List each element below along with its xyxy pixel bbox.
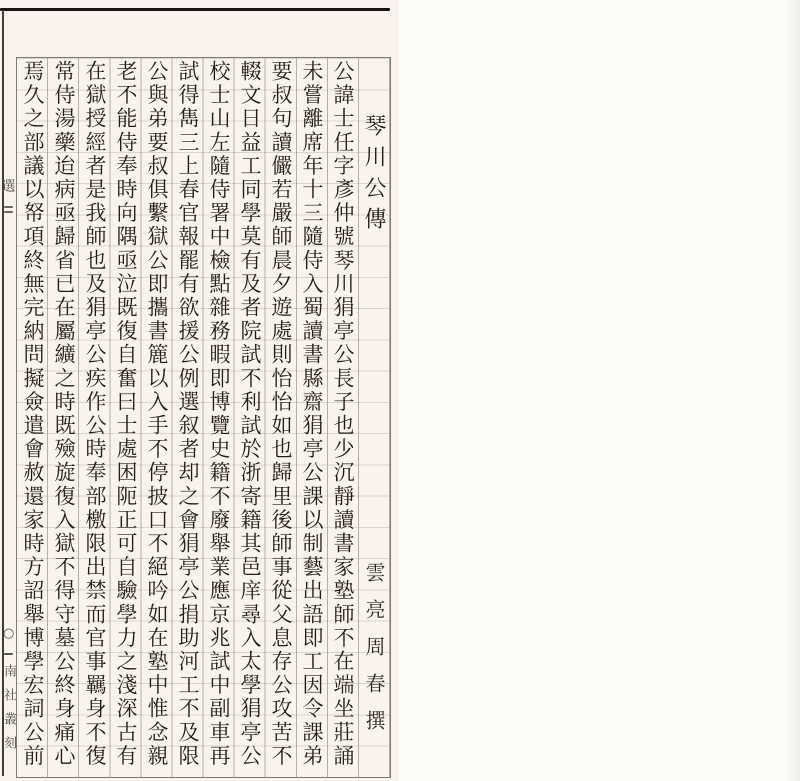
text-column-6: 校士山左隨侍署中檢點雜務暇即博覽史籍不廢舉業應京兆試中副車再 bbox=[207, 60, 231, 768]
text-column-2: 公諱士任字彥仲號琴川狷亭公長子也少沉靜讀書家塾師不在端坐莊誦 bbox=[331, 60, 355, 768]
page-spine-edge-line bbox=[2, 10, 4, 776]
page-top-edge-line bbox=[0, 8, 390, 11]
text-block-grid bbox=[16, 57, 391, 778]
text-column-9: 老不能侍奉時向隅亟泣既復自奮曰士處困阨正可自驗學力之淺深古有 bbox=[114, 60, 138, 768]
text-column-10: 在獄授經者是我師也及狷亭公疾作公時奉部檄限出禁而官事羈身不復 bbox=[83, 60, 107, 768]
text-column-7: 試得雋三上春官報罷有欲援公例選叙者却之會狷亭公捐助河工不及限 bbox=[176, 60, 200, 768]
margin-divider-mark bbox=[1, 203, 16, 213]
text-column-4: 要叔句讀儼若嚴師晨夕遊處則怡怡如也歸里後師事從父息存公攻苦不 bbox=[269, 60, 293, 768]
text-column-8: 公與弟要叔俱繫獄公即攜書簏以入手不停披口不絕吟如在塾中惟念親 bbox=[145, 60, 169, 768]
text-column-3: 未嘗離席年十三隨侍入蜀讀書縣齋狷亭公課以制藝出語即工因令課弟 bbox=[300, 60, 324, 768]
scan-right-shadow bbox=[786, 0, 800, 781]
margin-page-number-mark bbox=[4, 653, 13, 655]
text-column-12: 焉久之部議以帑項終無完納問擬僉遣會赦還家時方詔舉博學宏詞公前 bbox=[21, 60, 45, 768]
author-credit: 雲亮周春撰 bbox=[362, 562, 386, 747]
margin-publisher-label: 南社叢刻 bbox=[1, 664, 16, 760]
text-column-11: 常侍湯藥迨病亟歸省已在屬纊之時既殮旋復入獄不得守墓公終身痛心 bbox=[52, 60, 76, 768]
document-title: 琴川公傳 bbox=[361, 114, 386, 238]
margin-volume-char: 選 bbox=[1, 179, 16, 195]
text-column-5: 輟文日益工同學莫有及者院試不利試於浙寄籍其邑庠尋入太學狷亭公 bbox=[238, 60, 262, 768]
margin-circle-mark: ○ bbox=[3, 626, 15, 641]
